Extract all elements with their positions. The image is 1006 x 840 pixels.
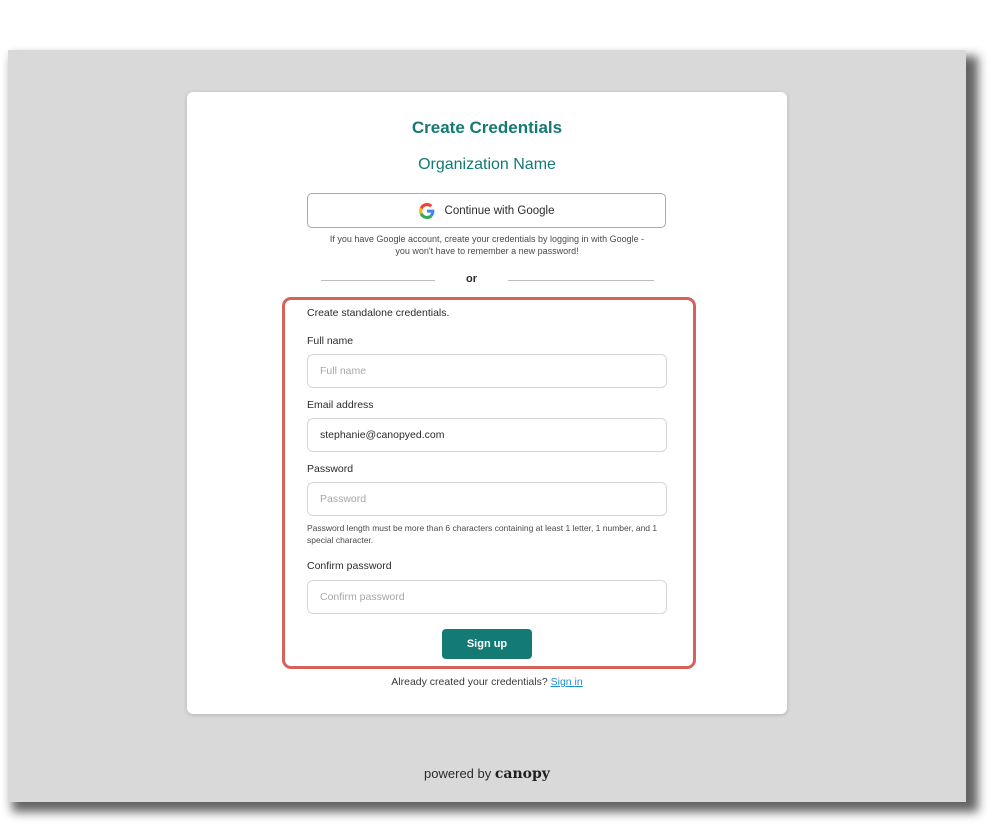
password-input[interactable]: [307, 482, 667, 516]
continue-with-google-button[interactable]: [307, 193, 666, 228]
divider-right: [508, 280, 654, 281]
divider-left: [321, 280, 435, 281]
powered-by-footer: [8, 766, 966, 782]
organization-name: Organization Name: [418, 156, 556, 173]
google-help-line-1: If you have Google account, create your credentials by logging in with Google -: [329, 234, 645, 244]
confirm-password-label: Confirm password: [307, 560, 392, 572]
divider-or: or: [466, 273, 477, 285]
google-help-line-2: you won't have to remember a new password!: [395, 246, 579, 256]
google-help-text: [287, 233, 687, 257]
signin-row: [187, 676, 787, 688]
google-button-label: Continue with Google: [444, 204, 555, 217]
powered-by-text: powered by: [424, 766, 492, 781]
email-label: Email address: [307, 399, 374, 411]
google-icon: [419, 203, 435, 219]
password-help-text: Password length must be more than 6 characters containing at least 1 letter, 1 number, and 1 special character.: [307, 523, 658, 545]
sign-up-button[interactable]: Sign up: [442, 629, 532, 659]
canopy-logo: canopy: [494, 766, 550, 782]
standalone-intro: Create standalone credentials.: [307, 307, 450, 319]
credentials-card: [187, 92, 787, 714]
email-input[interactable]: [307, 418, 667, 452]
signin-prompt: Already created your credentials?: [391, 676, 548, 688]
password-label: Password: [307, 463, 354, 475]
app-window: [8, 50, 966, 802]
full-name-label: Full name: [307, 335, 354, 347]
confirm-password-input[interactable]: [307, 580, 667, 614]
sign-in-link[interactable]: Sign in: [550, 676, 583, 688]
full-name-input[interactable]: [307, 354, 667, 388]
page-title: Create Credentials: [411, 118, 563, 137]
